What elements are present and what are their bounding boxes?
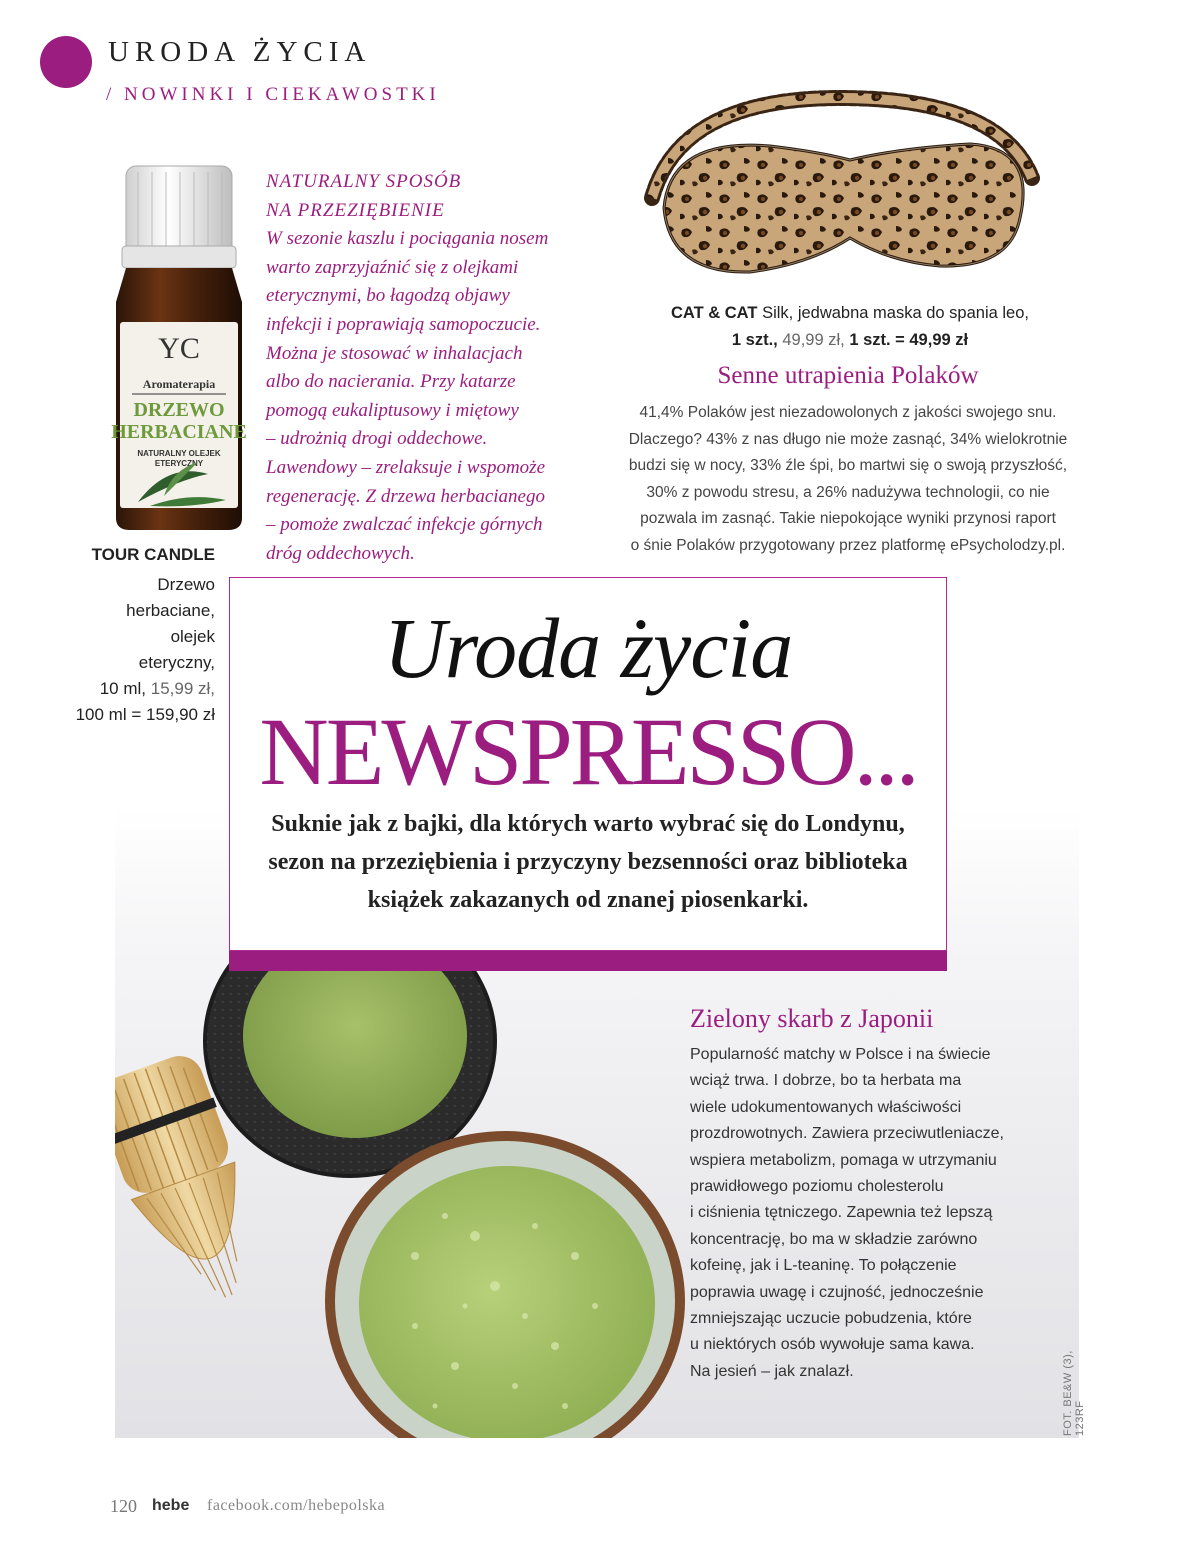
bottle-tag-1: NATURALNY OLEJEK — [137, 449, 221, 458]
footer-facebook-link[interactable]: facebook.com/hebepolska — [207, 1497, 386, 1514]
title-script: Uroda życia — [383, 600, 793, 696]
mask-name: Silk, jedwabna maska do spania leo, — [762, 304, 1029, 322]
oil-product-brand: TOUR CANDLE — [91, 545, 215, 564]
mask-product-caption — [640, 300, 1060, 354]
mask-price: 49,99 zł, — [782, 331, 845, 349]
section-subtitle: / NOWINKI I CIEKAWOSTKI — [106, 84, 440, 105]
bottle-brand-text: YC — [158, 332, 200, 365]
title-subtitle: Suknie jak z bajki, dla których warto wybrać się do Londynu, sezon na przeziębienia i przyczyny bezsenności oraz biblioteka książek zakazanych od znanej piosenkarki. — [268, 811, 908, 913]
bottle-name-2: HERBACIANE — [111, 421, 247, 443]
footer-brand: hebe — [152, 1497, 190, 1514]
bottle-line-text: Aromaterapia — [142, 377, 216, 391]
mask-brand: CAT & CAT — [671, 304, 758, 322]
essential-oil-bottle-image — [108, 162, 250, 534]
bottle-name-1: DRZEWO — [133, 399, 225, 421]
mask-unit-price: 1 szt. = 49,99 zł — [849, 331, 969, 349]
section-dot — [40, 36, 92, 88]
oil-size: 10 ml, — [99, 679, 146, 698]
bottle-tag-2: ETERYCZNY — [154, 459, 204, 468]
oil-unit-price: 100 ml = 159,90 zł — [75, 705, 215, 724]
oil-price: 15,99 zł, — [150, 679, 215, 698]
sleep-mask-image — [640, 88, 1040, 288]
cold-heading: NATURALNY SPOSÓB NA PRZEZIĘBIENIE — [266, 171, 462, 221]
title-main: NEWSPRESSO... — [259, 698, 917, 805]
cold-body-text: W sezonie kaszlu i pociągania nosem warto zaprzyjaźnić się z olejkami eterycznymi, bo łagodzą objawy infekcji i poprawiają samopoczucie. Można je stosować w inhalacjach albo do nacierania. Przy katarze pomogą eukaliptusowy i miętowy – udrożnią drogi oddechowe. Lawendowy – zrelaksuje i wspomoże regenerację. Z drzewa herbacianego – pomoże zwalczać infekcje górnych dróg oddechowych. — [266, 228, 549, 564]
matcha-body-text: Popularność matchy w Polsce i na świecie wciąż trwa. I dobrze, bo ta herbata ma wiele udokumentowanych właściwości prozdrowotnych. Zawiera przeciwutleniacze, wspiera metabolizm, pomaga w utrzymaniu prawidłowego poziomu cholesterolu i ciśnienia tętniczego. Zapewnia też lepszą koncentrację, bo ma w składzie zarówno kofeinę, jak i L-teaninę. To połączenie poprawia uwagę i czujność, jednocześnie zmniejszając uczucie pobudzenia, które u niektórych osób wywołuje sama kawa. Na jesień – jak znalazł. — [690, 1046, 1004, 1380]
photo-credit: FOT. BE&W (3), 123RF — [1062, 1350, 1086, 1436]
oil-product-description: Drzewo herbaciane, olejek eteryczny, 10 ml, 15,99 zł, 100 ml = 159,90 zł — [60, 572, 215, 728]
cold-remedy-article — [266, 168, 586, 568]
sleep-heading: Senne utrapienia Polaków — [717, 362, 979, 389]
title-box-accent-bar — [229, 951, 947, 971]
mask-qty: 1 szt., — [731, 331, 778, 349]
page-number: 120 — [110, 1496, 137, 1516]
section-title: URODA ŻYCIA — [108, 36, 372, 68]
sleep-body-text: 41,4% Polaków jest niezadowolonych z jakości swojego snu. Dlaczego? 43% z nas długo nie może zasnąć, 34% wielokrotnie budzi się w nocy, 33% źle śpi, bo martwi się o swoją przyszłość, 30% z powodu stresu, a 26% nadużywa technologii, co nie pozwala im zasnąć. Takie niepokojące wyniki przynosi raport o śnie Polaków przygotowany przez platformę ePsycholodzy.pl. — [628, 404, 1068, 554]
matcha-heading: Zielony skarb z Japonii — [690, 1004, 934, 1033]
